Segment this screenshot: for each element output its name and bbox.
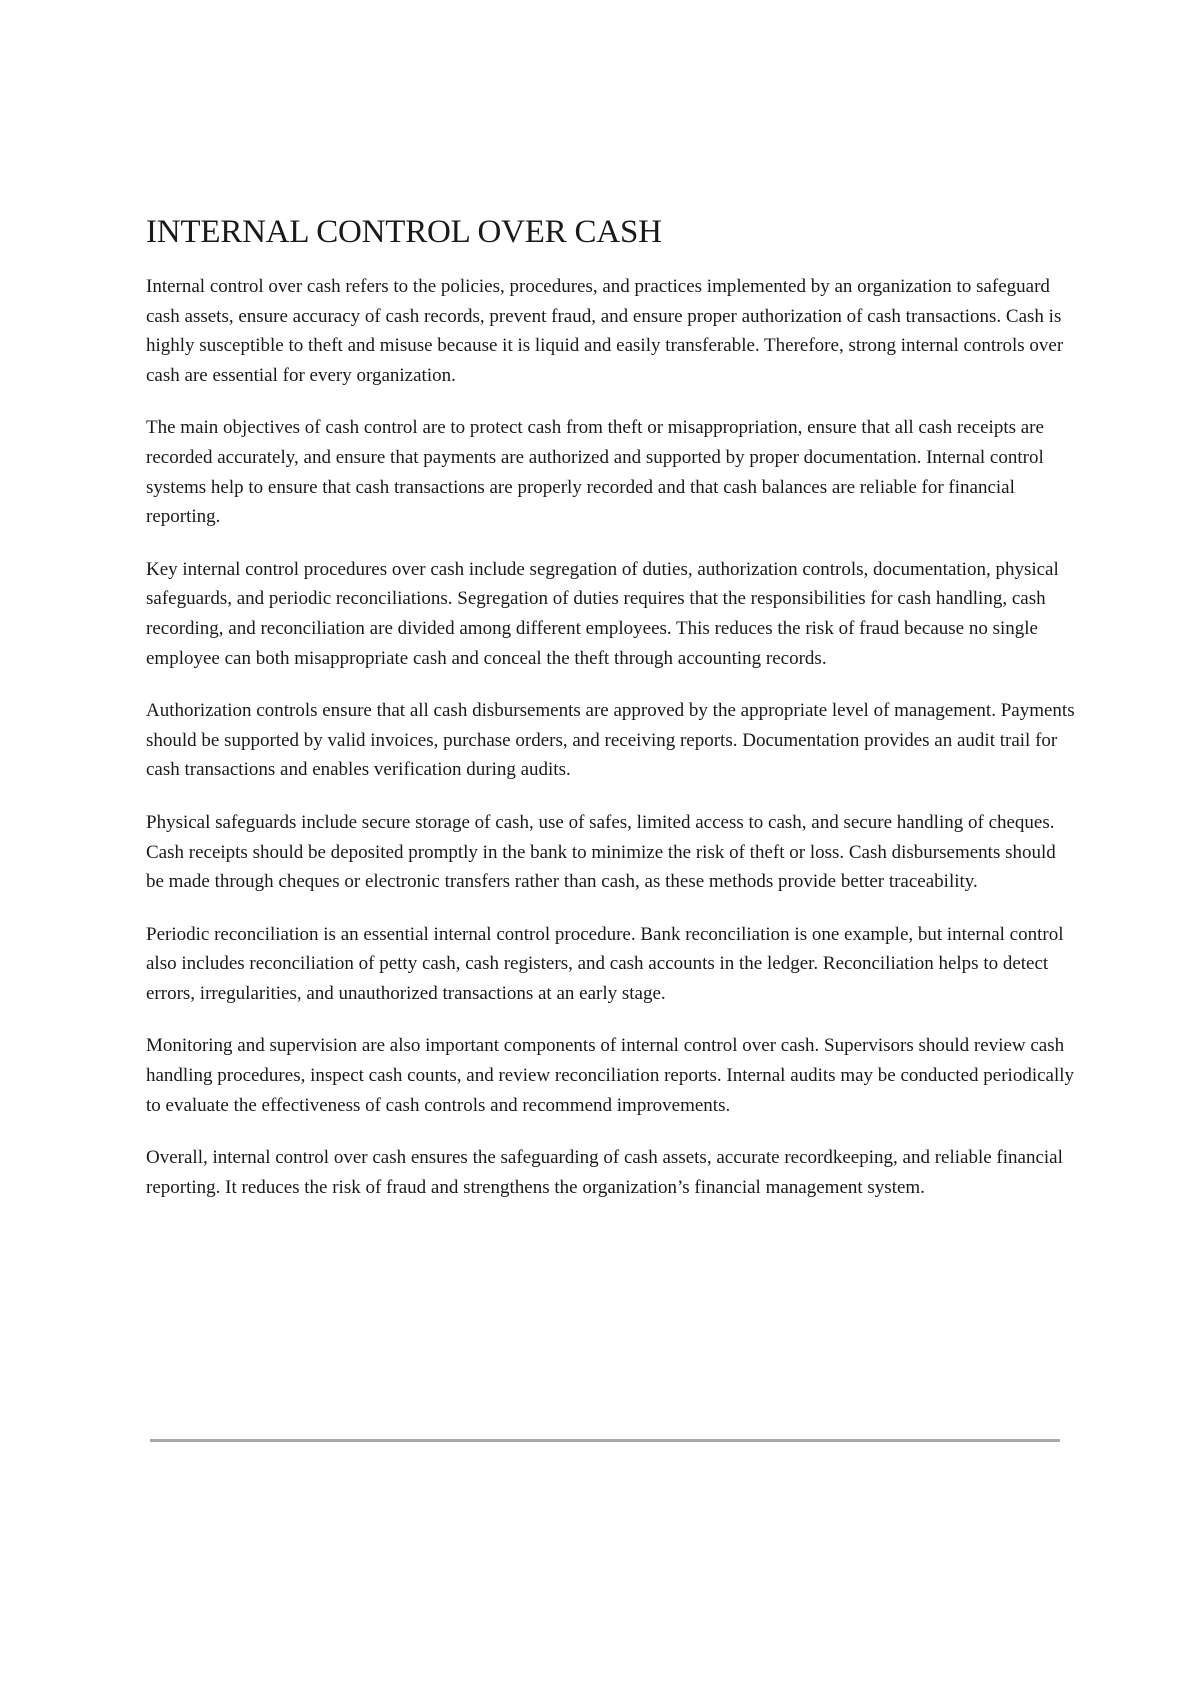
paragraph-intro: Internal control over cash refers to the policies, procedures, and practices implemented by an organization to safeguard cash assets, ensure accuracy of cash records, prevent fraud, and ensure proper authorization of cash transactions. Cash is highly susceptible to theft and misuse because it is liquid and easily transferable. Therefore, strong internal controls over cash are essential for every organization. <box>146 276 1064 386</box>
paragraph-key-procedures: Key internal control procedures over cash include segregation of duties, authorization controls, documentation, physical safeguards, and periodic reconciliations. Segregation of duties requires that the responsibilities for cash handling, cash recording, and reconciliation are divided among different employees. This reduces the risk of fraud because no single employee can both misappropriate cash and conceal the theft through accounting records. <box>146 558 1059 669</box>
paragraph-monitoring: Monitoring and supervision are also important components of internal control over cash. Supervisors should review cash handling procedures, inspect cash counts, and review reconciliation reports. Internal audits may be conducted periodically to evaluate the effectiveness of cash controls and recommend improvements. <box>146 1035 1075 1116</box>
paragraph-authorization: Authorization controls ensure that all cash disbursements are approved by the appropriate level of management. Payments should be supported by valid invoices, purchase orders, and receiving reports. Documentation provides an audit trail for cash transactions and enables verification during audits. <box>146 700 1075 781</box>
paragraph-objectives: The main objectives of cash control are to protect cash from theft or misappropriation, ensure that all cash receipts are recorded accurately, and ensure that payments are authorized and supported by proper documentation. Internal control systems help to ensure that cash transactions are properly recorded and that cash balances are reliable for financial reporting. <box>146 417 1044 528</box>
paragraph-conclusion: Overall, internal control over cash ensures the safeguarding of cash assets, accurate recordkeeping, and reliable financial reporting. It reduces the risk of fraud and strengthens the organization’s financial management system. <box>146 1147 1063 1198</box>
document-body <box>146 210 1076 1225</box>
horizontal-rule <box>150 1439 1060 1442</box>
document-title: INTERNAL CONTROL OVER CASH <box>146 214 662 250</box>
paragraph-physical-safeguards: Physical safeguards include secure storage of cash, use of safes, limited access to cash, and secure handling of cheques. Cash receipts should be deposited promptly in the bank to minimize the risk of theft or loss. Cash disbursements should be made through cheques or electronic transfers rather than cash, as these methods provide better traceability. <box>146 811 1056 893</box>
paragraph-reconciliation: Periodic reconciliation is an essential internal control procedure. Bank reconciliation is one example, but internal control also includes reconciliation of petty cash, cash registers, and cash accounts in the ledger. Reconciliation helps to detect errors, irregularities, and unauthorized transactions at an early stage. <box>146 923 1064 1004</box>
